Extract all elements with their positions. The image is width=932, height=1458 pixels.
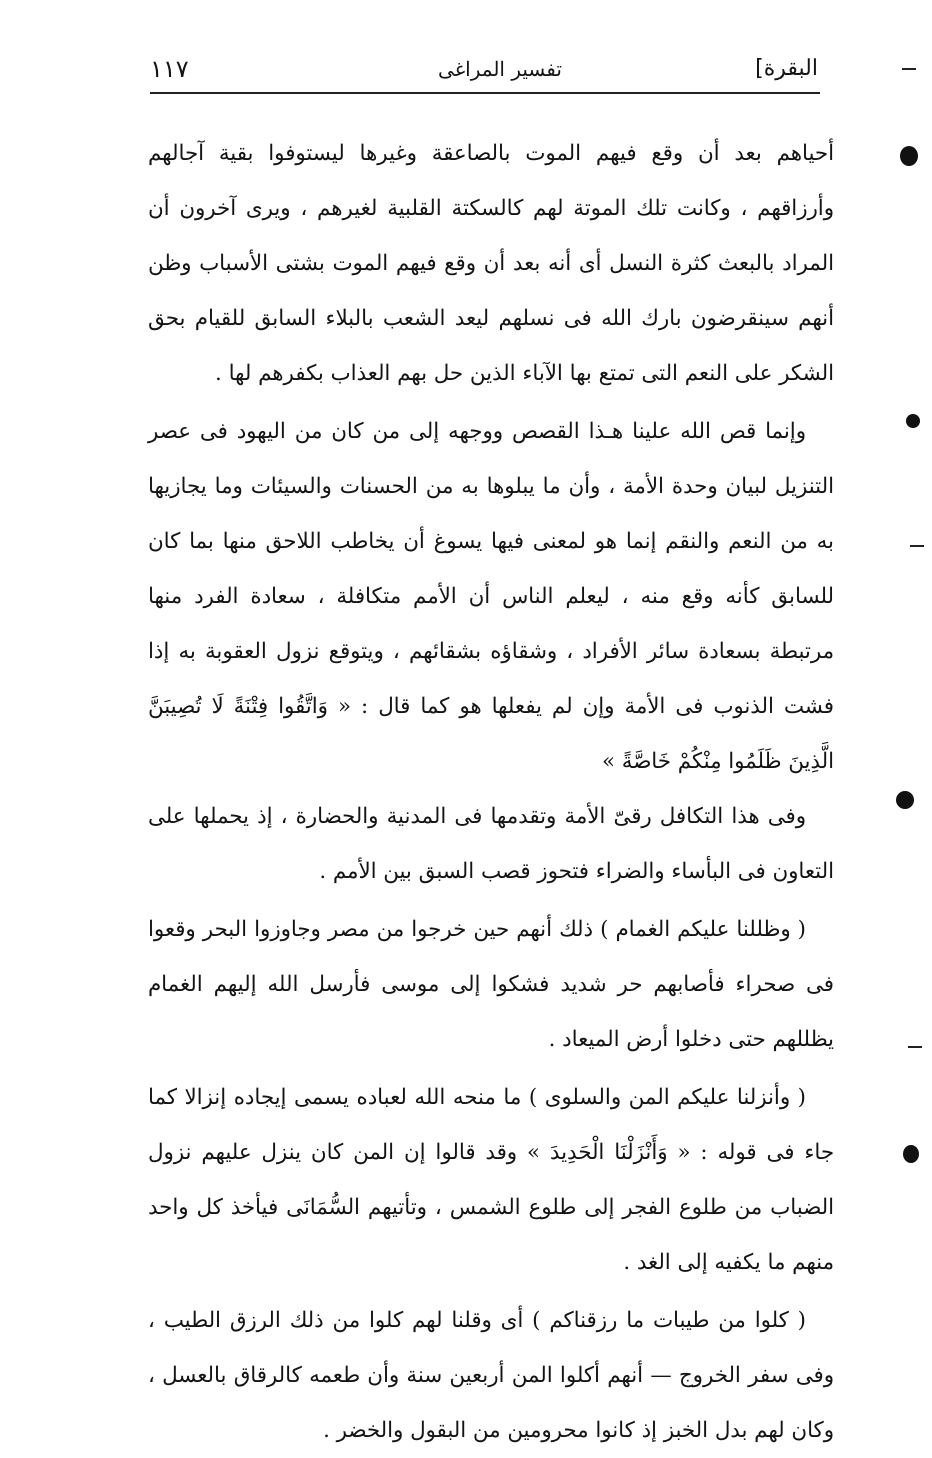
book-title: تفسير المراغى — [438, 57, 562, 81]
page-number: ١١٧ — [150, 55, 189, 83]
running-header — [150, 52, 820, 94]
ink-blot — [896, 791, 914, 809]
commentary-text — [148, 126, 834, 1458]
ink-blot — [903, 1145, 919, 1163]
paragraph-1: أحياهم بعد أن وقع فيهم الموت بالصاعقة وغيرها ليستوفوا بقية آجالهم وأرزاقهم ، وكانت تلك الموتة لهم كالسكتة القلبية لغيرهم ، ويرى آخرون أن المراد بالبعث كثرة النسل أى أنه بعد أن وقع فيهم الموت بشتى الأسباب وظن أنهم سينقرضون بارك الله فى نسلهم ليعد الشعب بالبلاء السابق للقيام بحق الشكر على النعم التى تمتع بها الآباء الذين حل بهم العذاب بكفرهم لها . — [148, 141, 834, 386]
surah-name — [752, 54, 818, 84]
paragraph-2: وإنما قص الله علينا هـذا القصص ووجهه إلى من كان من اليهود فى عصر التنزيل لبيان وحدة الأمة ، وأن ما يبلوها به من الحسنات والسيئات وما يجازيها به من النعم والنقم إنما هو لمعنى فيها يسوغ أن يخاطب اللاحق منها بما كان للسابق كأنه وقع منه ، ليعلم الناس أن الأمم متكافلة ، سعادة الفرد منها مرتبطة بسعادة سائر الأفراد ، وشقاؤه بشقائهم ، ويتوقع نزول العقوبة به إذا فشت الذنوب فى الأمة وإن لم يفعلها هو كما قال : « وَاتَّقُوا فِتْنَةً لَا تُصِيبَنَّ الَّذِينَ ظَلَمُوا مِنْكُمْ خَاصَّةً » — [148, 419, 834, 774]
scan-mark — [908, 1046, 922, 1048]
scan-mark — [902, 68, 916, 70]
paragraph-6: ( كلوا من طيبات ما رزقناكم ) أى وقلنا لهم كلوا من ذلك الرزق الطيب ، وفى سفر الخروج — أنهم أكلوا المن أربعين سنة وأن طعمه كالرقاق بالعسل ، وكان لهم بدل الخبز إذ كانوا محرومين من البقول والخضر . — [148, 1308, 834, 1443]
header-bracket: ] — [755, 56, 764, 81]
scan-mark — [910, 545, 924, 547]
paragraph-4: ( وظللنا عليكم الغمام ) ذلك أنهم حين خرجوا من مصر وجاوزوا البحر وقعوا فى صحراء فأصابهم حر شديد فشكوا إلى موسى فأرسل الله إليهم الغمام يظللهم حتى دخلوا أرض الميعاد . — [148, 917, 834, 1052]
surah-label: البقرة — [763, 56, 818, 81]
ink-blot — [906, 414, 920, 428]
ink-blot — [900, 146, 918, 166]
paragraph-3: وفى هذا التكافل رقىّ الأمة وتقدمها فى المدنية والحضارة ، إذ يحملها على التعاون فى البأساء والضراء فتحوز قصب السبق بين الأمم . — [148, 804, 834, 884]
paragraph-5: ( وأنزلنا عليكم المن والسلوى ) ما منحه الله لعباده يسمى إيجاده إنزالا كما جاء فى قوله : « وَأَنْزَلْنَا الْحَدِيدَ » وقد قالوا إن المن كان ينزل عليهم نزول الضباب من طلوع الفجر إلى طلوع الشمس ، وتأتيهم السُّمَانَى فيأخذ كل واحد منهم ما يكفيه إلى الغد . — [148, 1085, 834, 1275]
